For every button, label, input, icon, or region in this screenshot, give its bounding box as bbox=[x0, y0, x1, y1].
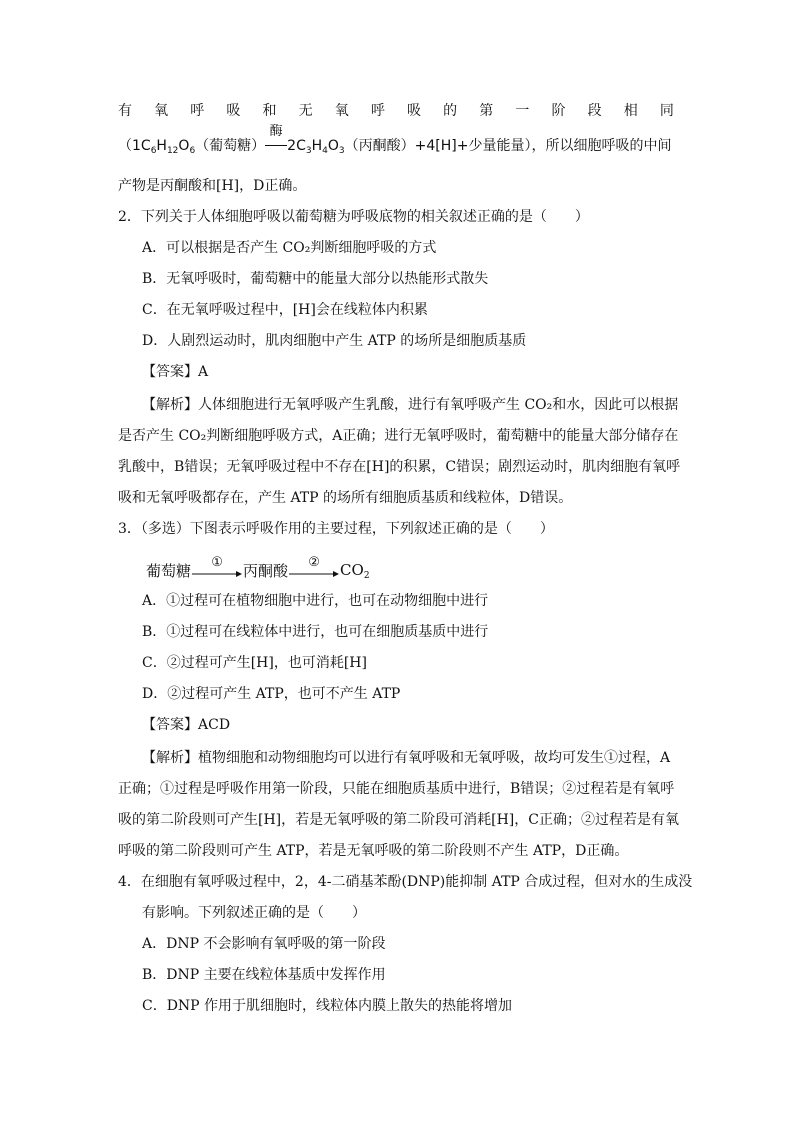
question-3-option-a: A．①过程可在植物细胞中进行，也可在动物细胞中进行 bbox=[142, 593, 489, 609]
char: 段 bbox=[587, 103, 602, 119]
char: 第 bbox=[479, 103, 494, 119]
char: 相 bbox=[623, 103, 638, 119]
process-1-label: ① bbox=[211, 555, 223, 570]
intro-line-2 bbox=[118, 124, 672, 161]
question-2-option-c: C．在无氧呼吸过程中，[H]会在线粒体内积累 bbox=[142, 302, 428, 318]
question-3-analysis-line-2: 正确；①过程是呼吸作用第一阶段，只能在细胞质基质中进行，B错误；②过程若是有氧呼 bbox=[118, 781, 675, 797]
char: 同 bbox=[659, 103, 674, 119]
question-2-option-a: A．可以根据是否产生 CO₂判断细胞呼吸的方式 bbox=[142, 240, 437, 256]
question-3-analysis-line-1 bbox=[142, 748, 670, 768]
char: 吸 bbox=[407, 103, 421, 119]
char: 和 bbox=[262, 103, 277, 119]
question-4-option-c: C．DNP 作用于肌细胞时，线粒体内膜上散失的热能将增加 bbox=[142, 998, 513, 1014]
process-2-arrow bbox=[289, 555, 339, 581]
question-2-analysis-line-2: 是否产生 CO₂判断细胞呼吸方式，A正确；进行无氧呼吸时，葡萄糖中的能量大部分储存在 bbox=[118, 428, 679, 444]
char: 呼 bbox=[190, 103, 205, 119]
analysis-text: 植物细胞和动物细胞均可以进行有氧呼吸和无氧呼吸，故均可发生①过程，A bbox=[198, 750, 671, 766]
question-4-stem-line-1: 4．在细胞有氧呼吸过程中，2，4-二硝基苯酚(DNP)能抑制 ATP 合成过程，但对水的生成没 bbox=[118, 874, 693, 890]
question-4-option-b: B．DNP 主要在线粒体基质中发挥作用 bbox=[142, 967, 386, 983]
question-2-option-d: D．人剧烈运动时，肌肉细胞中产生 ATP 的场所是细胞质基质 bbox=[142, 333, 527, 349]
answer-tag: 【答案】 bbox=[142, 364, 198, 380]
diagram-pyruvate: 丙酮酸 bbox=[243, 562, 289, 580]
question-3-option-d: D．②过程可产生 ATP，也可不产生 ATP bbox=[142, 686, 401, 702]
reaction-formula: （$1C_6H_{12}O_6$（葡萄糖） 酶 $2C_3H_4O_3$（丙酮酸）+4[H]+少量能量） bbox=[118, 124, 532, 156]
analysis-text: 人体细胞进行无氧呼吸产生乳酸，进行有氧呼吸产生 CO₂和水，因此可以根据 bbox=[198, 397, 679, 413]
diagram-co2: $CO_2$ bbox=[340, 561, 370, 581]
char: 氧 bbox=[154, 103, 169, 119]
question-3-option-c: C．②过程可产生[H]，也可消耗[H] bbox=[142, 655, 367, 671]
question-4-stem-line-2: 有影响。下列叙述正确的是（ ） bbox=[142, 905, 366, 921]
answer-value: A bbox=[198, 364, 209, 380]
question-3-option-b: B．①过程可在线粒体中进行，也可在细胞质基质中进行 bbox=[142, 624, 489, 640]
char: 氧 bbox=[334, 103, 349, 119]
intro-line-2-tail: ，所以细胞呼吸的中间 bbox=[531, 138, 672, 154]
char: 呼 bbox=[370, 103, 385, 119]
process-1-arrow bbox=[192, 555, 242, 581]
char: 无 bbox=[298, 103, 313, 119]
process-2-label: ② bbox=[308, 555, 320, 570]
answer-tag: 【答案】 bbox=[142, 717, 198, 733]
char: 的 bbox=[443, 103, 458, 119]
analysis-tag: 【解析】 bbox=[142, 397, 198, 413]
question-3-stem: 3．（多选）下图表示呼吸作用的主要过程，下列叙述正确的是（ ） bbox=[118, 521, 554, 537]
question-4-option-a: A．DNP 不会影响有氧呼吸的第一阶段 bbox=[142, 936, 386, 952]
question-2-analysis-line-4: 吸和无氧呼吸都存在，产生 ATP 的场所有细胞质基质和线粒体，D错误。 bbox=[118, 490, 573, 506]
question-3-analysis-line-4: 呼吸的第二阶段则可产生 ATP，若是无氧呼吸的第二阶段则不产生 ATP，D正确。 bbox=[118, 843, 629, 859]
diagram-glucose: 葡萄糖 bbox=[146, 562, 192, 580]
question-2-option-b: B．无氧呼吸时，葡萄糖中的能量大部分以热能形式散失 bbox=[142, 271, 489, 287]
char: 吸 bbox=[226, 103, 241, 119]
answer-value: ACD bbox=[198, 717, 231, 733]
enzyme-arrow: 酶 bbox=[265, 136, 287, 156]
question-2-answer bbox=[142, 362, 208, 382]
question-2-stem: 2．下列关于人体细胞呼吸以葡萄糖为呼吸底物的相关叙述正确的是（ ） bbox=[118, 209, 589, 225]
intro-line-3: 产物是丙酮酸和[H]，D正确。 bbox=[118, 178, 307, 194]
analysis-tag: 【解析】 bbox=[142, 750, 198, 766]
respiration-diagram bbox=[146, 553, 370, 581]
char: 阶 bbox=[551, 103, 566, 119]
question-2-analysis-line-1 bbox=[142, 395, 678, 415]
question-3-answer bbox=[142, 715, 230, 735]
question-2-analysis-line-3: 乳酸中，B错误；无氧呼吸过程中不存在[H]的积累，C错误；剧烈运动时，肌肉细胞有氧呼 bbox=[118, 459, 681, 475]
char: 一 bbox=[515, 103, 530, 119]
question-3-analysis-line-3: 吸的第二阶段则可产生[H]，若是无氧呼吸的第二阶段可消耗[H]，C正确；②过程若是有氧 bbox=[118, 812, 679, 828]
char: 有 bbox=[118, 103, 132, 119]
intro-line-1 bbox=[118, 101, 674, 121]
